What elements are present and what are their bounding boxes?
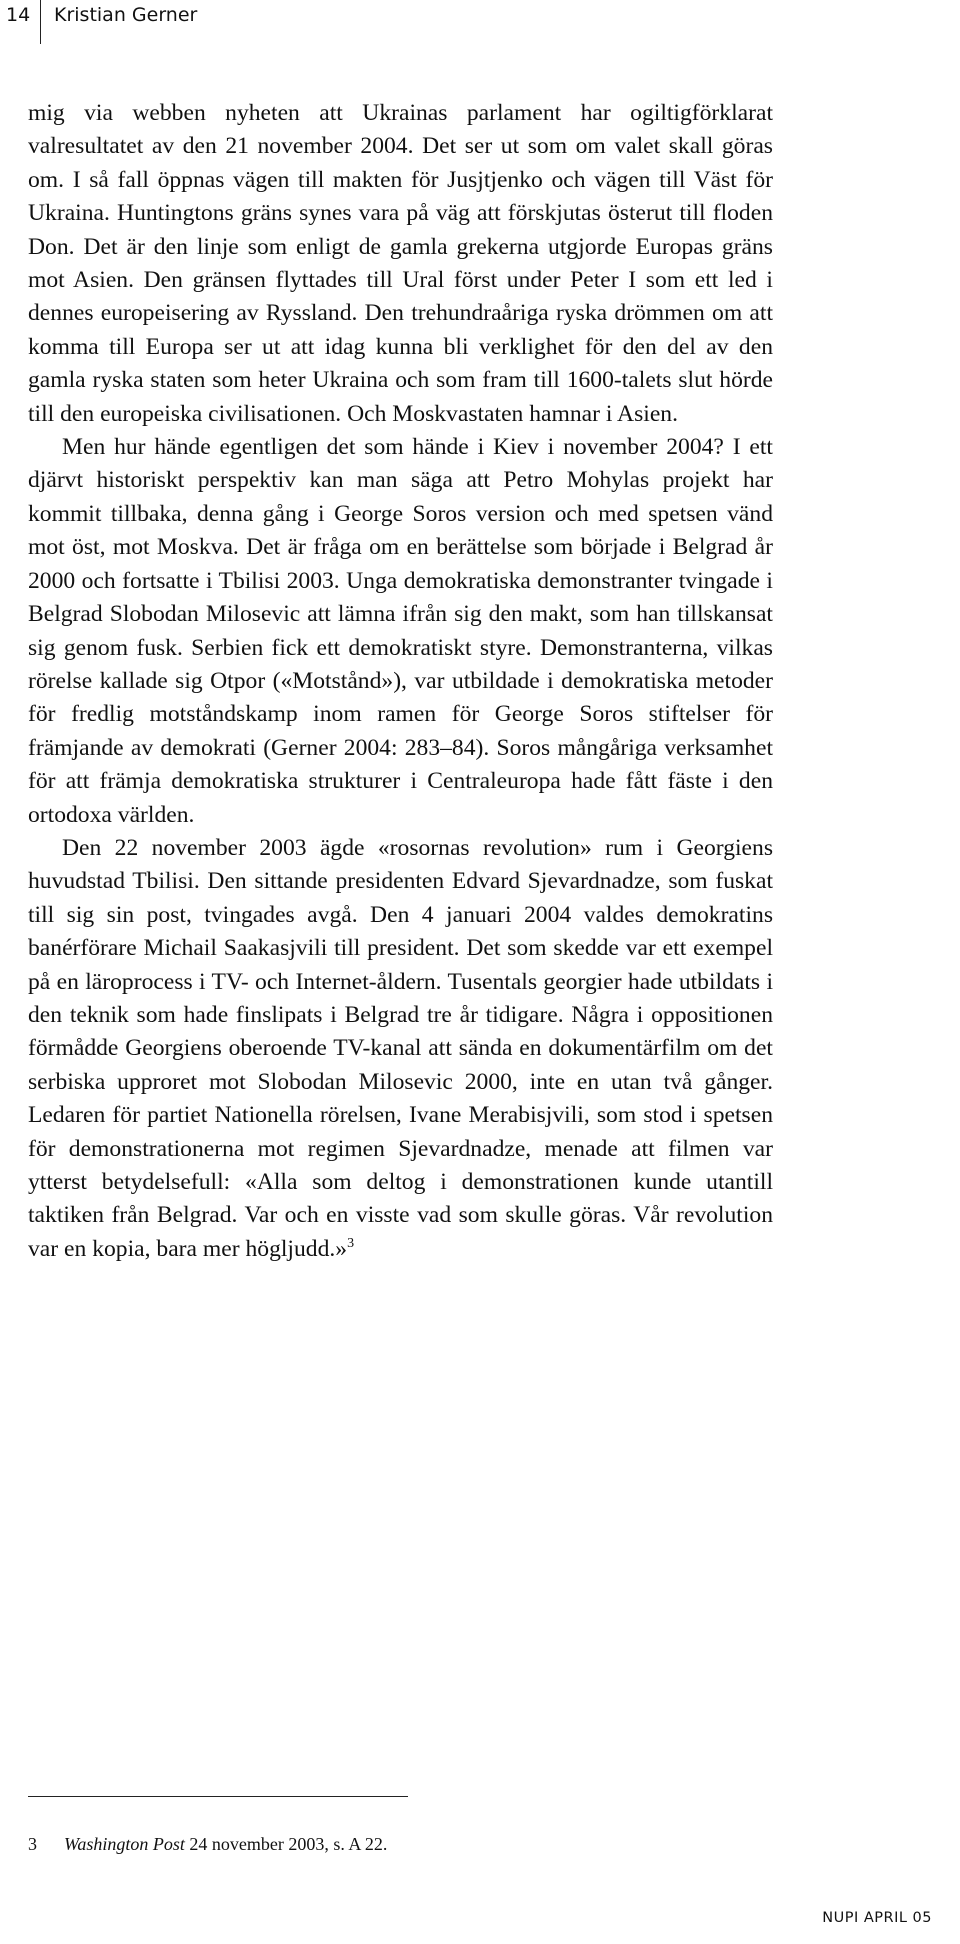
page-footer: NUPI APRIL 05	[822, 1910, 932, 1926]
page-header	[0, 0, 960, 52]
paragraph-3	[28, 832, 773, 1266]
paragraph-3-text: Den 22 november 2003 ägde «rosornas revolution» rum i Georgiens huvudstad Tbilisi. Den sittande presidenten Edvard Sjevardnadze, som fuskat till sig sin post, tvingades avgå. Den 4 januari 2004 valdes demokratins banérförare Michail Saakasjvili till president. Det som skedde var ett exempel på en läroprocess i TV- och Internet-åldern. Tusentals georgier hade utbildats i den teknik som hade finslipats i Belgrad tre år tidigare. Några i oppositionen förmådde Georgiens oberoende TV-kanal att sända en dokumentärfilm om det serbiska upproret mot Slobodan Milosevic 2000, inte en utan två gånger. Ledaren för partiet Nationella rörelsen, Ivane Merabisjvili, som stod i spetsen för demonstrationerna mot regimen Sjevardnadze, menade att filmen var ytterst betydelsefull: «Alla som deltog i demonstrationen kunde utantill taktiken från Belgrad. Var och en visste vad som skulle göras. Vår revolution var en kopia, bara mer högljudd.»	[28, 834, 773, 1262]
paragraph-1: mig via webben nyheten att Ukrainas parlament har ogiltigförklarat valresultatet av den 21 november 2004. Det ser ut som om valet skall göras om. I så fall öppnas vägen till makten för Jusjtjenko och vägen till Väst för Ukraina. Huntingtons gräns synes vara på väg att förskjutas österut till floden Don. Det är den linje som enligt de gamla grekerna utgjorde Europas gräns mot Asien. Den gränsen flyttades till Ural först under Peter I som ett led i dennes europeisering av Ryssland. Den trehundraåriga ryska drömmen om att komma till Europa ser ut att idag kunna bli verklighet för den del av den gamla ryska staten som heter Ukraina och som fram till 1600-talets slut hörde till den europeiska civilisationen. Och Moskvastaten hamnar i Asien.	[28, 100, 773, 427]
footnote-details: 24 november 2003, s. A 22.	[184, 1834, 388, 1854]
paragraph-2: Men hur hände egentligen det som hände i Kiev i november 2004? I ett djärvt historiskt perspektiv kan man säga att Petro Mohylas projekt har kommit tillbaka, denna gång i George Soros version och med spetsen vänd mot öst, mot Moskva. Det är fråga om en berättelse som började i Belgrad år 2000 och fortsatte i Tbilisi 2003. Unga demokratiska demonstranter tvingade i Belgrad Slobodan Milosevic att lämna ifrån sig den makt, som han tillskansat sig genom fusk. Serbien fick ett demokratiskt styre. Demonstranterna, vilkas rörelse kallade sig Otpor («Motstånd»), var utbildade i demokratiska metoder för fredlig motståndskamp inom ramen för George Soros stiftelser för främjande av demokrati (Gerner 2004: 283–84). Soros mångåriga verksamhet för att främja demokratiska strukturer i Centraleuropa hade fått fäste i den ortodoxa världen.	[28, 434, 773, 828]
page-number: 14	[6, 4, 31, 26]
footnote-number: 3	[28, 1834, 37, 1854]
running-head-author: Kristian Gerner	[54, 4, 198, 26]
footnote-reference: 3	[347, 1235, 355, 1251]
footnote-source: Washington Post	[64, 1834, 185, 1854]
footnote-divider	[28, 1796, 408, 1797]
header-divider	[40, 0, 41, 44]
body-text	[28, 97, 773, 1266]
footnote	[28, 1834, 387, 1855]
